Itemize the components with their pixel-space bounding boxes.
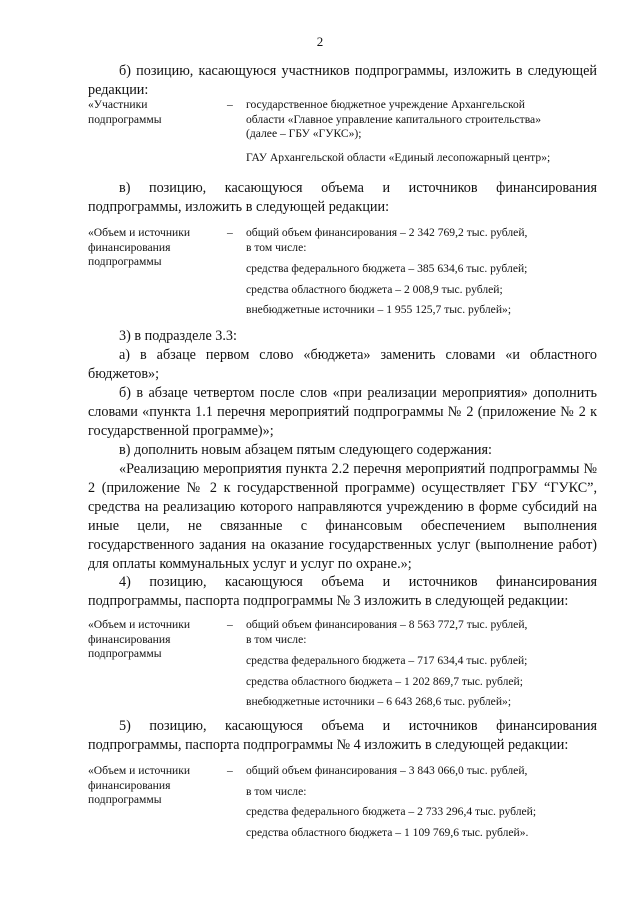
funding-regional: средства областного бюджета – 2 008,9 тыс. рублей; [246, 282, 503, 296]
section-3-3-a: а) в абзаце первом слово «бюджета» заменить словами «и областного бюджетов»; [88, 347, 597, 382]
participants-label: «Участники подпрограммы [88, 98, 162, 126]
participant-line: (далее – ГБУ «ГУКС»); [246, 127, 362, 140]
funding-federal: средства федерального бюджета – 717 634,4 тыс. рублей; [246, 654, 528, 667]
participants-dash: – [227, 98, 233, 111]
funding-label: «Объем и источники финансирования подпрограммы [88, 618, 191, 660]
funding-regional: средства областного бюджета – 1 202 869,7 тыс. рублей; [246, 674, 523, 688]
participant-line: области «Главное управление капитального строительства» [246, 112, 541, 126]
section-3-3-b: б) в абзаце четвертом после слов «при реализации мероприятия» дополнить словами «пункта 1.1 перечня мероприятий подпрограммы № 2 (приложение № 2 к государственной программе)»; [88, 385, 597, 439]
funding-extra: внебюджетные источники – 1 955 125,7 тыс. рублей»; [246, 303, 512, 316]
funding-including: в том числе: [246, 632, 307, 646]
funding-federal: средства федерального бюджета – 385 634,6 тыс. рублей; [246, 262, 528, 275]
funding-dash: – [227, 764, 233, 777]
funding-dash: – [227, 618, 233, 631]
funding-values [246, 764, 591, 840]
funding-federal: средства федерального бюджета – 2 733 296,4 тыс. рублей; [246, 805, 537, 818]
funding-intro: в) позицию, касающуюся объема и источников финансирования подпрограммы, изложить в следующей редакции: [88, 180, 597, 215]
funding-total: общий объем финансирования – 8 563 772,7 тыс. рублей, [246, 618, 528, 631]
funding-including: в том числе: [246, 240, 307, 254]
funding-label: «Объем и источники финансирования подпрограммы [88, 764, 191, 806]
funding-regional: средства областного бюджета – 1 109 769,6 тыс. рублей». [246, 825, 529, 839]
participants-intro: б) позицию, касающуюся участников подпрограммы, изложить в следующей редакции: [88, 63, 597, 98]
participants-values [246, 98, 591, 165]
item-5-intro: 5) позицию, касающуюся объема и источников финансирования подпрограммы, паспорта подпрограммы № 4 изложить в следующей редакции: [88, 718, 597, 753]
funding-dash: – [227, 226, 233, 239]
funding-values [246, 618, 591, 710]
participant-line: государственное бюджетное учреждение Архангельской [246, 98, 525, 111]
funding-label: «Объем и источники финансирования подпрограммы [88, 226, 191, 268]
participant-line: ГАУ Архангельской области «Единый лесопожарный центр»; [246, 150, 551, 164]
funding-total: общий объем финансирования – 2 342 769,2 тыс. рублей, [246, 226, 528, 239]
funding-including: в том числе: [246, 784, 307, 798]
section-3-3-heading: 3) в подразделе 3.3: [119, 328, 237, 344]
funding-values [246, 226, 591, 318]
funding-extra: внебюджетные источники – 6 643 268,6 тыс. рублей»; [246, 695, 512, 708]
section-3-3-v: в) дополнить новым абзацем пятым следующего содержания: [119, 442, 492, 458]
funding-total: общий объем финансирования – 3 843 066,0 тыс. рублей, [246, 764, 528, 777]
item-4-intro: 4) позицию, касающуюся объема и источников финансирования подпрограммы, паспорта подпрограммы № 3 изложить в следующей редакции: [88, 574, 597, 609]
section-3-3-quote: «Реализацию мероприятия пункта 2.2 перечня мероприятий подпрограммы № 2 (приложение № 2 к государственной программе) осуществляет ГБУ “ГУКС”, средства на реализацию которого направляются учреждению в форме субсидий на иные цели, не связанные с финансовым обеспечением выполнения государственного задания на оказание государственных услуг (выполнение работ) для оплаты коммунальных услуг и услуг по охране.»; [88, 461, 597, 572]
page-number: 2 [316, 34, 324, 49]
